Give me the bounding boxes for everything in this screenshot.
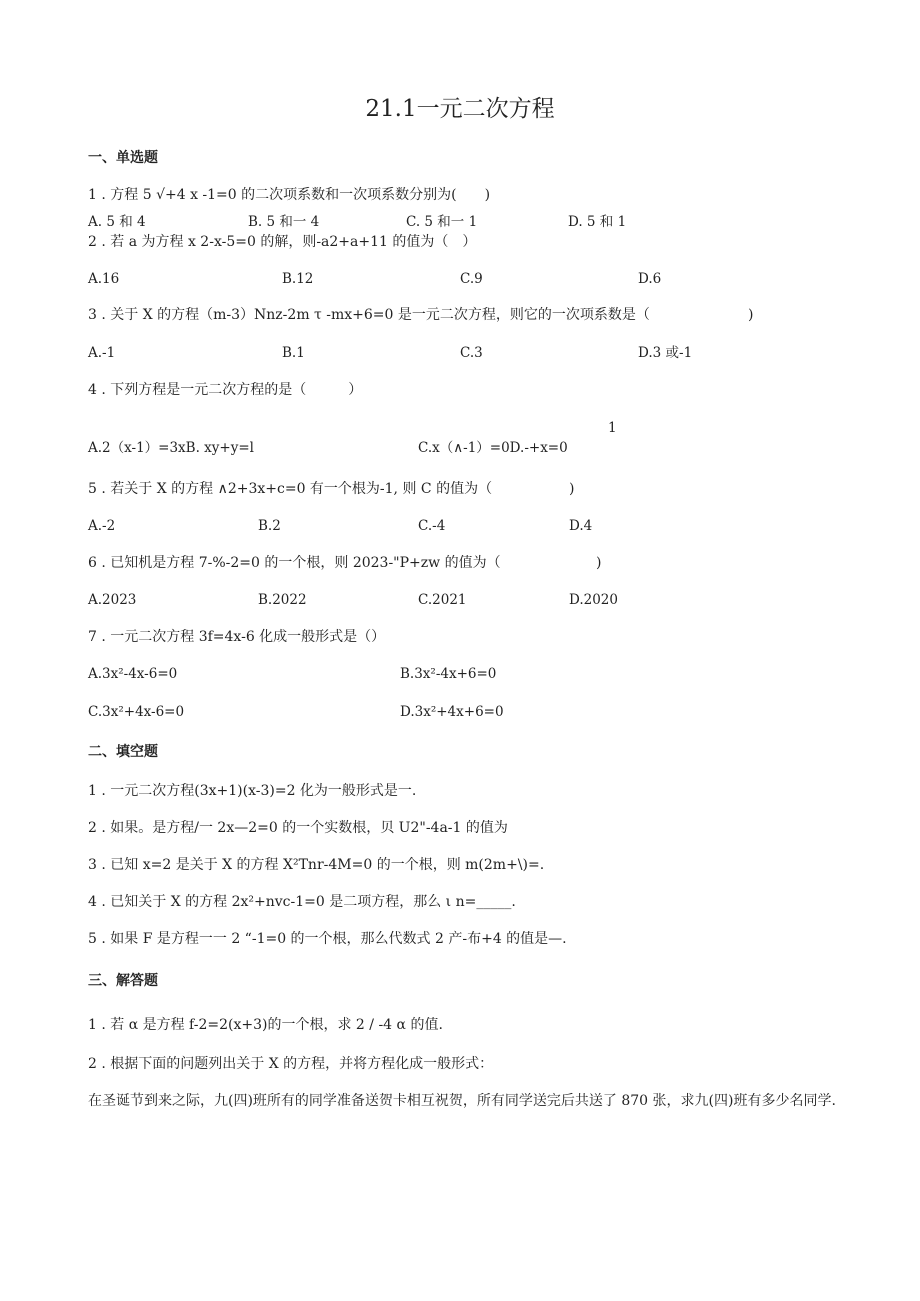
fill-q4: 4 . 已知关于 X 的方程 2x²+nvc-1=0 是二项方程，那么 ι n=_____. xyxy=(88,894,516,910)
mc-q5-option-a: A.-2 xyxy=(88,518,116,534)
answer-q1: 1 . 若 α 是方程 f-2=2(x+3)的一个根，求 2 / -4 α 的值. xyxy=(88,1017,443,1033)
mc-q2-option-b: B.12 xyxy=(282,271,314,287)
mc-q7-option-b: B.3x²-4x+6=0 xyxy=(400,666,497,682)
fill-q3: 3 . 已知 x=2 是关于 X 的方程 X²Tnr-4M=0 的一个根，则 m(2m+\)=. xyxy=(88,857,545,873)
mc-q6-option-a: A.2023 xyxy=(88,592,137,608)
mc-q3-option-a: A.-1 xyxy=(88,345,116,361)
mc-q7-option-a: A.3x²-4x-6=0 xyxy=(88,666,178,682)
mc-q4-options-ab: A.2（x-1）=3xB. xy+y=l xyxy=(88,440,254,456)
section-heading-fill-in: 二、填空题 xyxy=(88,744,158,760)
answer-q2: 2 . 根据下面的问题列出关于 X 的方程，并将方程化成一般形式： xyxy=(88,1056,494,1072)
mc-q4-superscript: 1 xyxy=(608,420,617,436)
mc-q6-option-d: D.2020 xyxy=(569,592,618,608)
mc-q3-option-c: C.3 xyxy=(460,345,483,361)
fill-q5: 5 . 如果 F 是方程一一 2 “-1=0 的一个根，那么代数式 2 产-布+4 的值是—. xyxy=(88,931,567,947)
mc-q6-option-c: C.2021 xyxy=(418,592,467,608)
mc-q2-option-c: C.9 xyxy=(460,271,483,287)
mc-q6-close-paren: ) xyxy=(596,555,602,571)
mc-q5-close-paren: ) xyxy=(569,481,575,497)
mc-q2-option-a: A.16 xyxy=(88,271,120,287)
mc-q2-option-d: D.6 xyxy=(638,271,662,287)
fill-q2: 2 . 如果。是方程/一 2x—2=0 的一个实数根，贝 U2"-4a-1 的值为 xyxy=(88,820,508,836)
mc-q3-close-paren: ) xyxy=(748,307,754,323)
mc-q7-option-d: D.3x²+4x+6=0 xyxy=(400,704,504,720)
page-title: 21.1一元二次方程 xyxy=(365,96,555,122)
mc-q6-stem: 6 . 已知机是方程 7-%-2=0 的一个根，则 2023-"P+zw 的值为（ xyxy=(88,555,501,571)
mc-q7-stem: 7 . 一元二次方程 3f=4x-6 化成一般形式是（） xyxy=(88,629,386,645)
mc-q5-option-c: C.-4 xyxy=(418,518,446,534)
fill-q1: 1 . 一元二次方程(3x+1)(x-3)=2 化为一般形式是一. xyxy=(88,783,417,799)
mc-q5-option-b: B.2 xyxy=(258,518,281,534)
mc-q7-option-c: C.3x²+4x-6=0 xyxy=(88,704,185,720)
mc-q3-option-b: B.1 xyxy=(282,345,305,361)
mc-q1-option-b: B. 5 和一 4 xyxy=(248,214,320,230)
mc-q1-stem: 1 . 方程 5 √+4 x -1=0 的二次项系数和一次项系数分别为( ) xyxy=(88,187,491,203)
mc-q4-stem: 4 . 下列方程是一元二次方程的是（ ） xyxy=(88,382,363,398)
mc-q5-option-d: D.4 xyxy=(569,518,593,534)
mc-q3-option-d: D.3 或-1 xyxy=(638,345,693,361)
mc-q5-stem: 5 . 若关于 X 的方程 ∧2+3x+c=0 有一个根为-1, 则 C 的值为（ xyxy=(88,481,493,497)
mc-q1-option-d: D. 5 和 1 xyxy=(568,214,627,230)
mc-q3-stem: 3 . 关于 X 的方程（m-3）Nnz-2m τ -mx+6=0 是一元二次方程，则它的一次项系数是（ xyxy=(88,307,650,323)
mc-q1-option-a: A. 5 和 4 xyxy=(88,214,146,230)
mc-q2-stem: 2 . 若 a 为方程 x 2-x-5=0 的解，则-a2+a+11 的值为（ ） xyxy=(88,234,477,250)
mc-q6-option-b: B.2022 xyxy=(258,592,307,608)
mc-q1-option-c: C. 5 和一 1 xyxy=(406,214,478,230)
mc-q4-options-cd: C.x（∧-1）=0D.-+x=0 xyxy=(418,440,568,456)
section-heading-single-choice: 一、单选题 xyxy=(88,150,158,166)
answer-q2-body: 在圣诞节到来之际，九(四)班所有的同学准备送贺卡相互祝贺，所有同学送完后共送了 870 张，求九(四)班有多少名同学. xyxy=(88,1093,836,1109)
section-heading-solve: 三、解答题 xyxy=(88,973,158,989)
